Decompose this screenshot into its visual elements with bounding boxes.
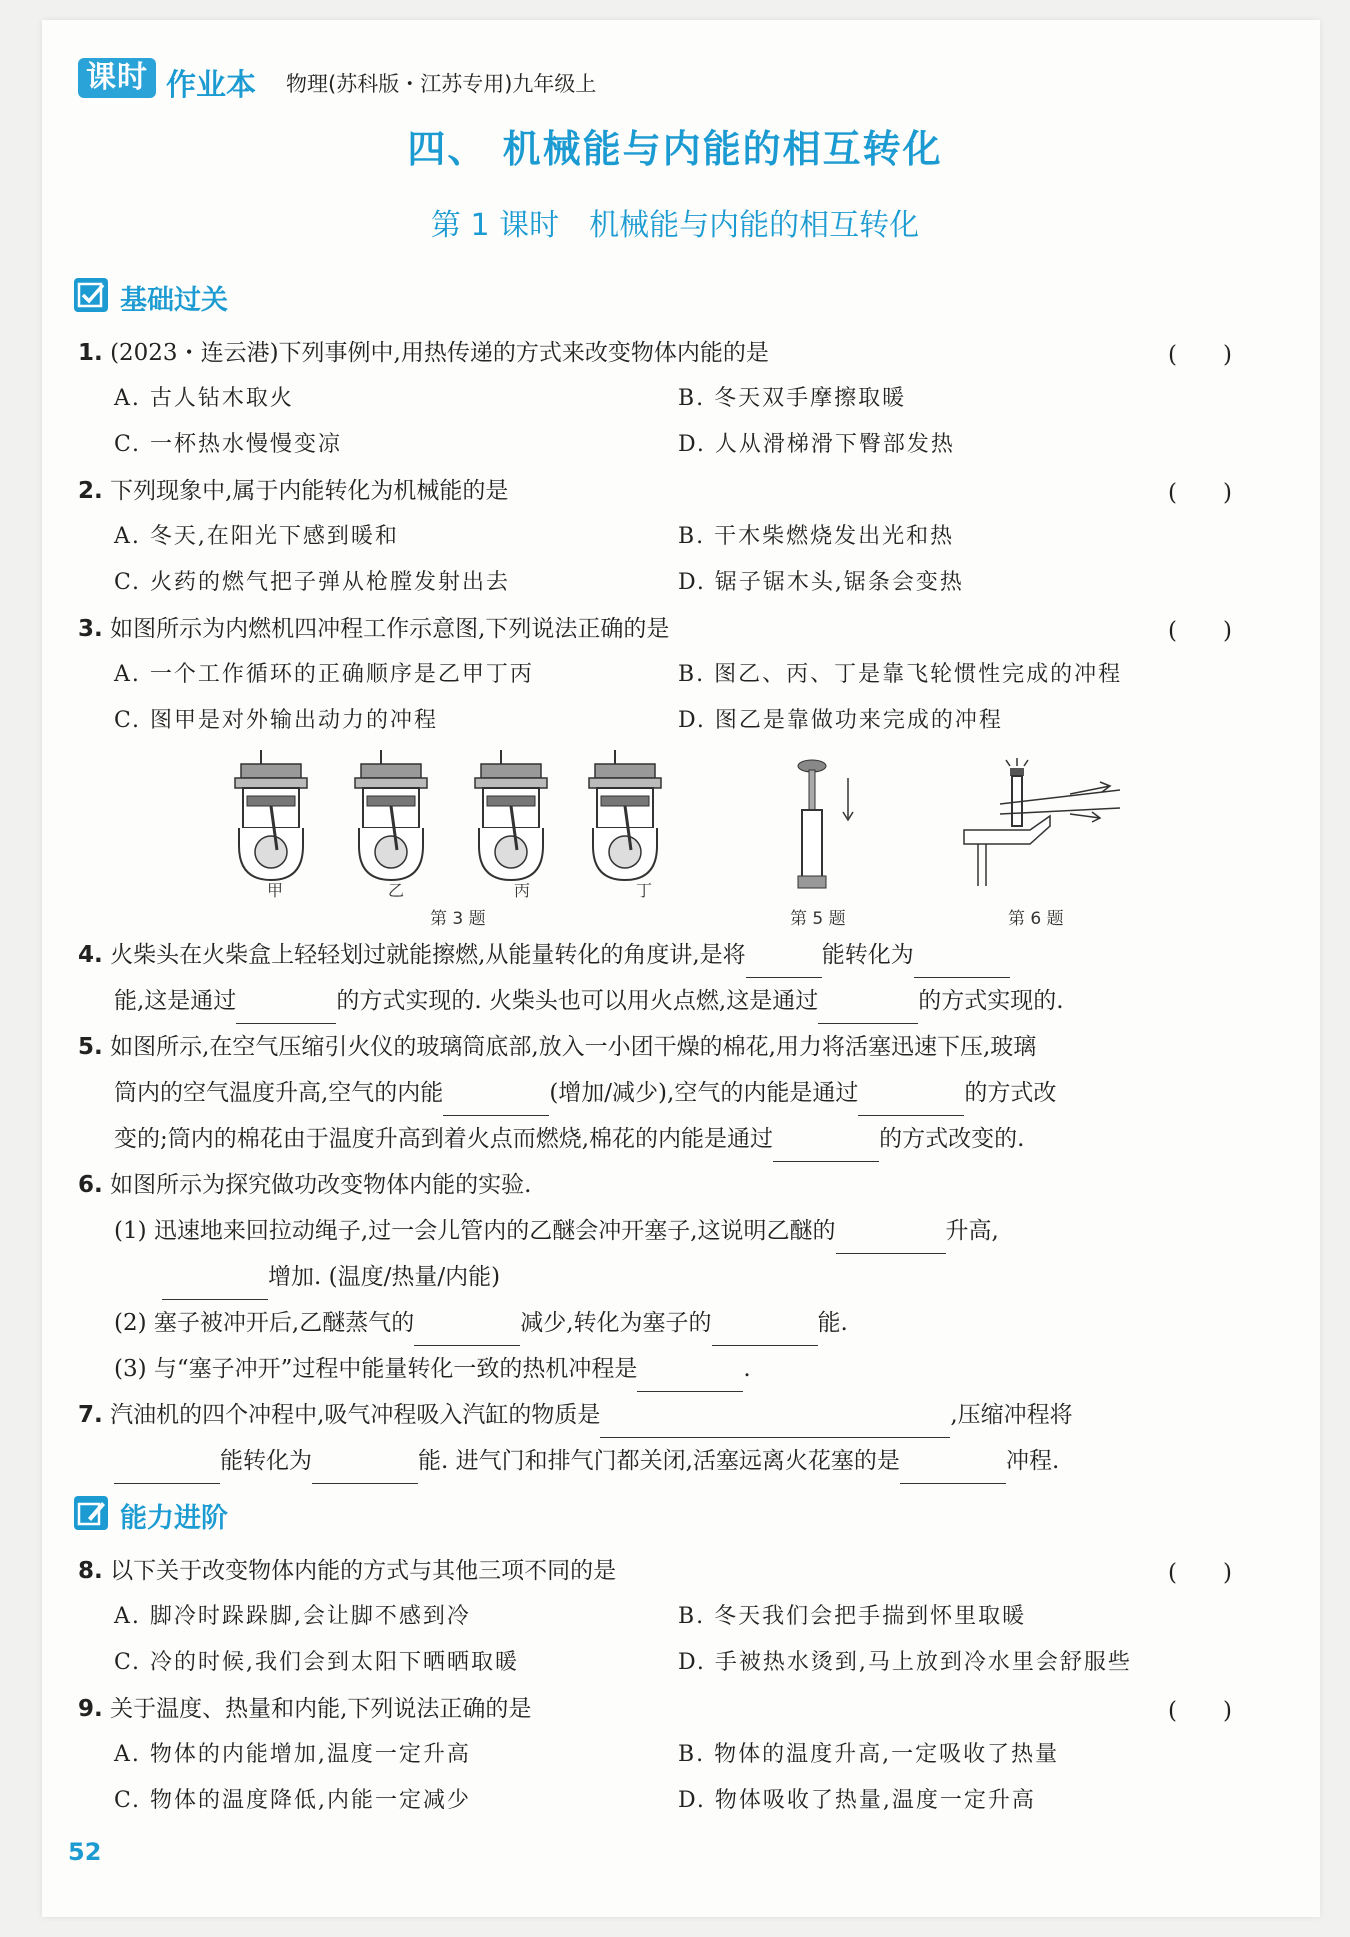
answer-blank[interactable] <box>773 1135 879 1162</box>
question-text: . <box>743 1356 751 1382</box>
label-jia: 甲 <box>267 881 284 900</box>
answer-paren: ( ) <box>1168 342 1232 368</box>
question-text: 的方式实现的. 火柴头也可以用火点燃,这是通过 <box>336 988 819 1014</box>
option-c: C. 物体的温度降低,内能一定减少 <box>114 1788 472 1813</box>
question-text: 变的;筒内的棉花由于温度升高到着火点而燃烧,棉花的内能是通过 <box>114 1126 774 1152</box>
question-text: (1) 迅速地来回拉动绳子,过一会儿管内的乙醚会冲开塞子,这说明乙醚的 <box>114 1218 836 1244</box>
question-2 <box>78 474 508 508</box>
checkbox-icon <box>74 278 108 312</box>
question-text: 能. 进气门和排气门都关闭,活塞远离火花塞的是 <box>418 1448 900 1474</box>
engine-strokes-figure <box>225 748 665 898</box>
answer-blank[interactable] <box>712 1319 818 1346</box>
option-b: B. 冬天我们会把手揣到怀里取暖 <box>678 1604 1027 1629</box>
option-c: C. 冷的时候,我们会到太阳下晒晒取暖 <box>114 1650 520 1675</box>
question-text: 能转化为 <box>220 1448 312 1474</box>
question-1 <box>78 336 769 370</box>
option-a: A. 古人钻木取火 <box>114 386 294 411</box>
question-text: 如图所示,在空气压缩引火仪的玻璃筒底部,放入一小团干燥的棉花,用力将活塞迅速下压,玻璃 <box>110 1034 1037 1060</box>
option-a: A. 物体的内能增加,温度一定升高 <box>114 1742 471 1767</box>
question-text: 升高, <box>945 1218 999 1244</box>
option-a: A. 脚冷时跺跺脚,会让脚不感到冷 <box>114 1604 471 1629</box>
label-ding: 丁 <box>636 881 653 900</box>
option-a: A. 冬天,在阳光下感到暖和 <box>114 524 399 549</box>
answer-blank[interactable] <box>858 1089 964 1116</box>
question-4 <box>78 932 1218 1024</box>
option-d: D. 锯子锯木头,锯条会变热 <box>678 570 964 595</box>
question-3 <box>78 612 669 646</box>
question-stem: 如图所示为探究做功改变物体内能的实验. <box>110 1172 532 1198</box>
question-8 <box>78 1554 616 1588</box>
question-text: 能. <box>817 1310 848 1336</box>
question-number: 8. <box>78 1558 103 1584</box>
answer-paren: ( ) <box>1168 618 1232 644</box>
answer-blank[interactable] <box>162 1273 268 1300</box>
answer-blank[interactable] <box>818 997 918 1024</box>
section-basic-title: 基础过关 <box>120 285 228 316</box>
label-bing: 丙 <box>514 881 531 900</box>
figure-caption-3: 第 3 题 <box>430 909 486 929</box>
answer-blank[interactable] <box>600 1411 950 1438</box>
question-number: 3. <box>78 616 103 642</box>
question-6 <box>78 1162 1218 1392</box>
answer-blank[interactable] <box>114 1457 220 1484</box>
answer-blank[interactable] <box>746 951 822 978</box>
question-stem: 关于温度、热量和内能,下列说法正确的是 <box>110 1696 532 1722</box>
question-number: 6. <box>78 1172 103 1198</box>
answer-blank[interactable] <box>312 1457 418 1484</box>
option-a: A. 一个工作循环的正确顺序是乙甲丁丙 <box>114 662 534 687</box>
question-text: (增加/减少),空气的内能是通过 <box>549 1080 859 1106</box>
rope-friction-tube-figure <box>950 756 1130 896</box>
question-text: 火柴头在火柴盒上轻轻划过就能擦燃,从能量转化的角度讲,是将 <box>110 942 746 968</box>
option-b: B. 物体的温度升高,一定吸收了热量 <box>678 1742 1060 1767</box>
label-yi: 乙 <box>388 881 405 900</box>
question-text: 能转化为 <box>821 942 914 968</box>
question-stem: 下列现象中,属于内能转化为机械能的是 <box>110 478 509 504</box>
answer-paren: ( ) <box>1168 480 1232 506</box>
book-subject: 物理(苏科版・江苏专用)九年级上 <box>286 72 597 96</box>
option-c: C. 图甲是对外输出动力的冲程 <box>114 708 439 733</box>
answer-blank[interactable] <box>637 1365 743 1392</box>
option-d: D. 物体吸收了热量,温度一定升高 <box>678 1788 1036 1813</box>
option-b: B. 图乙、丙、丁是靠飞轮惯性完成的冲程 <box>678 662 1123 687</box>
question-number: 1. <box>78 340 103 366</box>
question-text: ,压缩冲程将 <box>950 1402 1073 1428</box>
answer-blank[interactable] <box>236 997 336 1024</box>
question-text: 筒内的空气温度升高,空气的内能 <box>114 1080 444 1106</box>
question-stem: 如图所示为内燃机四冲程工作示意图,下列说法正确的是 <box>110 616 670 642</box>
answer-paren: ( ) <box>1168 1560 1232 1586</box>
page-number: 52 <box>68 1838 102 1866</box>
question-text: 增加. (温度/热量/内能) <box>268 1264 501 1290</box>
option-b: B. 冬天双手摩擦取暖 <box>678 386 907 411</box>
answer-blank[interactable] <box>836 1227 946 1254</box>
question-stem: (2023・连云港)下列事例中,用热传递的方式来改变物体内能的是 <box>110 340 769 366</box>
option-c: C. 火药的燃气把子弹从枪膛发射出去 <box>114 570 511 595</box>
question-number: 7. <box>78 1402 103 1428</box>
option-d: D. 图乙是靠做功来完成的冲程 <box>678 708 1003 733</box>
question-text: 冲程. <box>1005 1448 1060 1474</box>
question-text: (2) 塞子被冲开后,乙醚蒸气的 <box>114 1310 415 1336</box>
question-text: 的方式改变的. <box>879 1126 1025 1152</box>
option-c: C. 一杯热水慢慢变凉 <box>114 432 343 457</box>
air-compression-igniter-figure <box>776 758 866 898</box>
question-7 <box>78 1392 1218 1484</box>
question-5 <box>78 1024 1218 1162</box>
question-text: 汽油机的四个冲程中,吸气冲程吸入汽缸的物质是 <box>110 1402 601 1428</box>
question-stem: 以下关于改变物体内能的方式与其他三项不同的是 <box>110 1558 617 1584</box>
question-9 <box>78 1692 531 1726</box>
question-text: (3) 与“塞子冲开”过程中能量转化一致的热机冲程是 <box>114 1356 638 1382</box>
brand-logo-text: 作业本 <box>166 68 256 103</box>
chapter-title: 四、 机械能与内能的相互转化 <box>407 127 943 171</box>
question-number: 4. <box>78 942 103 968</box>
answer-blank[interactable] <box>443 1089 549 1116</box>
option-d: D. 人从滑梯滑下臀部发热 <box>678 432 955 457</box>
option-b: B. 干木柴燃烧发出光和热 <box>678 524 955 549</box>
question-text: 减少,转化为塞子的 <box>520 1310 712 1336</box>
question-text: 的方式实现的. <box>918 988 1064 1014</box>
answer-blank[interactable] <box>914 951 1010 978</box>
lesson-title: 第 1 课时 机械能与内能的相互转化 <box>430 208 920 243</box>
question-number: 9. <box>78 1696 103 1722</box>
figure-caption-6: 第 6 题 <box>1008 909 1064 929</box>
answer-blank[interactable] <box>414 1319 520 1346</box>
brand-logo: 课时 <box>78 58 156 98</box>
pencil-icon <box>74 1496 108 1530</box>
figure-caption-5: 第 5 题 <box>790 909 846 929</box>
question-number: 5. <box>78 1034 103 1060</box>
question-text: 的方式改 <box>964 1080 1057 1106</box>
option-d: D. 手被热水烫到,马上放到冷水里会舒服些 <box>678 1650 1132 1675</box>
section-advanced-title: 能力进阶 <box>120 1503 228 1534</box>
answer-paren: ( ) <box>1168 1698 1232 1724</box>
question-text: 能,这是通过 <box>114 988 237 1014</box>
question-number: 2. <box>78 478 103 504</box>
answer-blank[interactable] <box>900 1457 1006 1484</box>
